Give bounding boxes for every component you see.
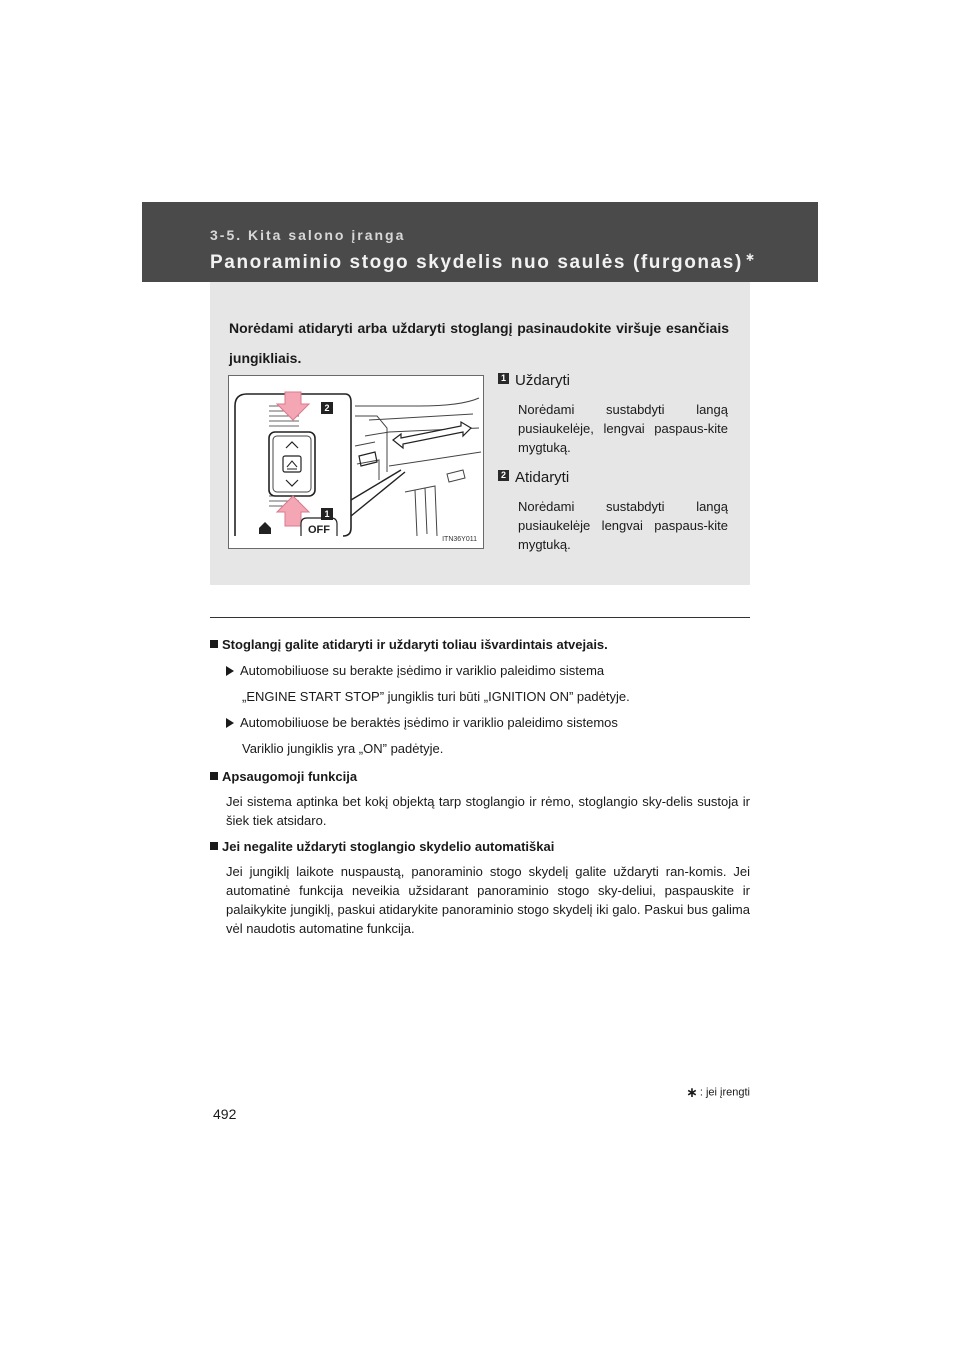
square-bullet-icon	[210, 842, 218, 850]
step-open-title: Atidaryti	[515, 469, 570, 486]
note-heading-manual-close	[210, 834, 750, 860]
section-divider	[210, 617, 750, 618]
bullet-item-no-smart-key	[226, 710, 750, 736]
step-close-badge: 1	[498, 373, 509, 384]
section-label: 3-5. Kita salono įranga	[210, 227, 406, 243]
switch-illustration-svg	[229, 376, 483, 548]
square-bullet-icon	[210, 640, 218, 648]
step-open-badge: 2	[498, 470, 509, 481]
off-label: OFF	[308, 524, 330, 536]
step-open-description: Norėdami sustabdyti langą pusiaukelėje lengvai paspaus-kite mygtuką.	[518, 499, 728, 552]
step-open-heading	[498, 469, 728, 487]
title-footnote-mark: ∗	[744, 250, 757, 264]
figure-callout-1: 1	[324, 509, 330, 519]
step-open	[498, 469, 728, 554]
bullet-no-smart-key-line2: Variklio jungiklis yra „ON” padėtyje.	[242, 741, 444, 756]
page-title	[210, 252, 757, 274]
bullet-no-smart-key-line1: Automobiliuose be beraktės įsėdimo ir variklio paleidimo sistemos	[240, 715, 618, 730]
square-bullet-icon	[210, 772, 218, 780]
note-heading-conditions	[210, 632, 750, 658]
note-text-manual-close: Jei jungiklį laikote nuspaustą, panoraminio stogo skydelį galite uždaryti ran-komis. Jei automatinė funkcija neveikia užsidarant panoraminio stogo sky-deliui, paspauskite ir palaikykite jungiklį, paskui atidarykite panoraminio stogo skydelį iki galo. Paskui bus galima vėl naudotis automatine funkcija.	[226, 864, 750, 936]
switch-illustration	[228, 375, 484, 549]
bullet-item-smart-key	[226, 658, 750, 684]
footnote-mark: ∗	[686, 1084, 698, 1100]
note-heading-manual-close-text: Jei negalite uždaryti stoglangio skydelio automatiškai	[222, 839, 555, 854]
step-close-description: Norėdami sustabdyti langą pusiaukelėje, lengvai paspaus-kite mygtuką.	[518, 402, 728, 455]
bullet-smart-key-line2: „ENGINE START STOP” jungiklis turi būti „IGNITION ON” padėtyje.	[242, 689, 630, 704]
step-close-title: Uždaryti	[515, 372, 571, 389]
footnote	[686, 1084, 750, 1101]
note-heading-protection-text: Apsaugomoji funkcija	[222, 769, 358, 784]
footnote-text: : jei įrengti	[699, 1086, 750, 1099]
note-text-protection: Jei sistema aptinka bet kokį objektą tarp stoglangio ir rėmo, stoglangio sky-delis sustoja ir šiek tiek atsidaro.	[226, 794, 750, 828]
page-number: 492	[213, 1106, 237, 1122]
bullet-smart-key-line1: Automobiliuose su berakte įsėdimo ir variklio paleidimo sistema	[240, 663, 605, 678]
page-title-text: Panoraminio stogo skydelis nuo saulės (furgonas)	[210, 252, 743, 273]
note-heading-conditions-text: Stoglangį galite atidaryti ir uždaryti toliau išvardintais atvejais.	[222, 637, 608, 652]
figure-code: ITN36Y011	[442, 536, 477, 543]
figure-callout-2: 2	[324, 403, 330, 413]
note-heading-protection	[210, 764, 750, 790]
triangle-bullet-icon	[226, 666, 234, 676]
triangle-bullet-icon	[226, 718, 234, 728]
step-close	[498, 372, 728, 457]
intro-text: Norėdami atidaryti arba uždaryti stoglangį pasinaudokite viršuje esančiais jungikliais.	[229, 320, 729, 366]
step-close-heading	[498, 372, 728, 390]
notes-section	[210, 632, 750, 942]
